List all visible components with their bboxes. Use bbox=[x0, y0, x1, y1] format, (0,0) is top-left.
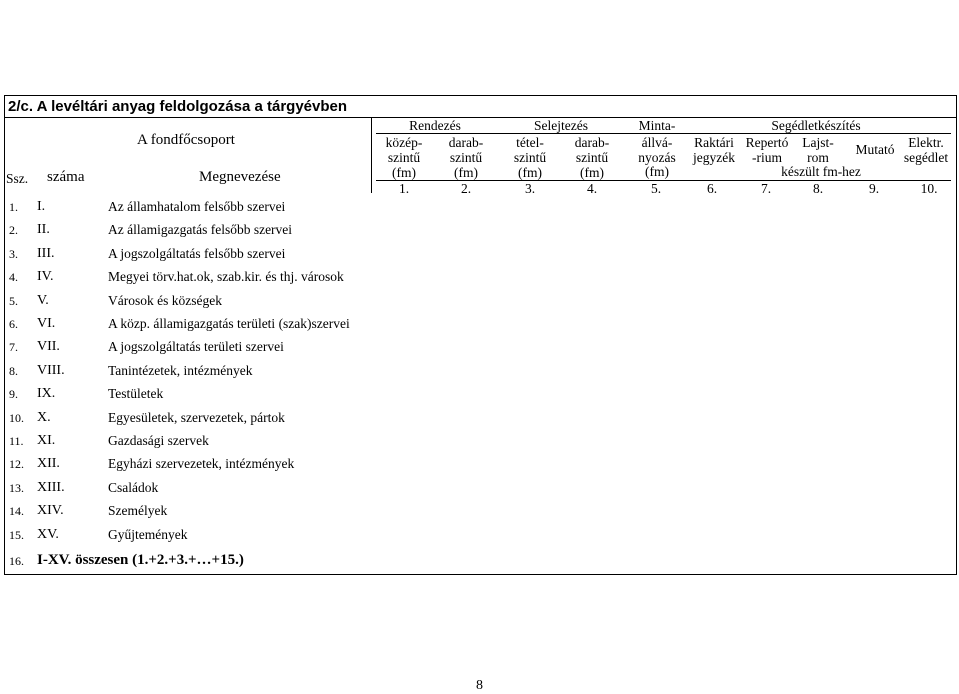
row-roman-numeral: VIII. bbox=[37, 362, 65, 378]
row-name: Tanintézetek, intézmények bbox=[108, 362, 253, 378]
szama-label: száma bbox=[47, 169, 85, 185]
total-row-label: I-XV. összesen (1.+2.+3.+…+15.) bbox=[37, 552, 244, 568]
row-name: Megyei törv.hat.ok, szab.kir. és thj. városok bbox=[108, 269, 344, 285]
row-number: 8. bbox=[9, 363, 18, 378]
lajstrom-line1: Lajst- bbox=[802, 135, 834, 150]
row-name: Gazdasági szervek bbox=[108, 433, 209, 448]
row-roman-numeral: IX. bbox=[37, 386, 56, 402]
row-number: 10. bbox=[9, 410, 24, 425]
megnevezese-label: Megnevezése bbox=[199, 169, 281, 185]
subcol-4-l2: szintű bbox=[575, 150, 609, 165]
row-roman-numeral: XII. bbox=[37, 456, 60, 472]
row-name: Testületek bbox=[108, 386, 164, 402]
minta-line2: állvá- bbox=[641, 135, 673, 150]
row-roman-numeral: XIV. bbox=[37, 503, 64, 519]
elektr-line2: segédlet bbox=[903, 150, 949, 165]
subcol-2-l3: (fm) bbox=[454, 165, 478, 180]
elektr-line1: Elektr. bbox=[908, 135, 944, 150]
row-name: A jogszolgáltatás területi szervei bbox=[108, 339, 284, 355]
raktari-line2: jegyzék bbox=[693, 150, 735, 165]
row-number: 4. bbox=[9, 270, 18, 285]
row-roman-numeral: X. bbox=[37, 409, 51, 425]
row-number: 1. bbox=[9, 200, 18, 214]
subcol-2-l1: darab- bbox=[448, 135, 484, 150]
mutato-label: Mutató bbox=[855, 142, 895, 157]
group-underline bbox=[376, 133, 951, 134]
raktari-line1: Raktári bbox=[694, 135, 734, 150]
column-number: 4. bbox=[586, 181, 598, 196]
row-name: Városok és községek bbox=[108, 292, 222, 308]
segedletkeszites-header: Segédletkészítés bbox=[771, 118, 861, 133]
row-number: 6. bbox=[9, 317, 18, 331]
column-number: 3. bbox=[524, 181, 536, 196]
subcol-4-l3: (fm) bbox=[580, 165, 604, 180]
row-name: Az államhatalom felsőbb szervei bbox=[108, 199, 286, 214]
column-number: 2. bbox=[460, 181, 472, 196]
column-number: 7. bbox=[760, 181, 772, 196]
fondfocsoport-label: A fondfőcsoport bbox=[137, 132, 235, 148]
reperto-line1: Repertó bbox=[745, 135, 789, 150]
row-name: Az államigazgatás felsőbb szervei bbox=[108, 222, 293, 238]
row-number: 7. bbox=[9, 340, 18, 355]
subcol-3-l2: szintű bbox=[513, 150, 547, 165]
row-roman-numeral: I. bbox=[37, 199, 46, 214]
col-divider bbox=[956, 117, 957, 193]
subcol-1-l2: szintű bbox=[387, 150, 421, 165]
column-number: 1. bbox=[398, 181, 410, 196]
subcol-3-l1: tétel- bbox=[516, 135, 544, 150]
reperto-line2: -rium bbox=[752, 150, 782, 165]
row-roman-numeral: II. bbox=[37, 222, 50, 238]
row-number: 5. bbox=[9, 293, 18, 308]
row-name: Családok bbox=[108, 479, 159, 495]
column-number: 9. bbox=[868, 181, 880, 196]
row-roman-numeral: XV. bbox=[37, 526, 59, 542]
minta-line1: Minta- bbox=[638, 118, 676, 133]
rendezes-header: Rendezés bbox=[409, 118, 461, 133]
row-name: Személyek bbox=[108, 503, 168, 519]
row-roman-numeral: XIII. bbox=[37, 479, 65, 495]
row-roman-numeral: III. bbox=[37, 245, 55, 261]
row-number: 14. bbox=[9, 504, 24, 519]
row-name: Egyesületek, szervezetek, pártok bbox=[108, 409, 285, 425]
row-number: 11. bbox=[9, 434, 24, 448]
total-row-number: 16. bbox=[9, 554, 24, 568]
row-number: 15. bbox=[9, 527, 24, 542]
row-number: 12. bbox=[9, 457, 24, 472]
subcol-1-l1: közép- bbox=[385, 135, 423, 150]
row-name: A közp. államigazgatás területi (szak)szervei bbox=[108, 316, 350, 331]
page-number: 8 bbox=[476, 678, 483, 693]
row-number: 9. bbox=[9, 387, 18, 402]
column-number: 8. bbox=[812, 181, 824, 196]
row-number: 13. bbox=[9, 480, 24, 495]
column-number: 6. bbox=[706, 181, 718, 196]
keszult-label: készült fm-hez bbox=[781, 164, 861, 179]
column-number: 10. bbox=[920, 181, 938, 196]
table-title: 2/c. A levéltári anyag feldolgozása a tárgyévben bbox=[8, 98, 348, 115]
minta-line4: (fm) bbox=[645, 164, 669, 179]
ssz-label: Ssz. bbox=[6, 171, 29, 186]
row-number: 3. bbox=[9, 246, 18, 261]
row-name: Egyházi szervezetek, intézmények bbox=[108, 456, 295, 472]
lajstrom-line2: rom bbox=[807, 150, 829, 165]
column-number: 5. bbox=[650, 181, 662, 196]
row-roman-numeral: V. bbox=[37, 292, 49, 308]
row-name: A jogszolgáltatás felsőbb szervei bbox=[108, 245, 286, 261]
row-roman-numeral: IV. bbox=[37, 269, 54, 285]
selejtezes-header: Selejtezés bbox=[534, 118, 588, 133]
minta-line3: nyozás bbox=[638, 150, 676, 165]
subcol-1-l3: (fm) bbox=[392, 165, 416, 180]
row-roman-numeral: XI. bbox=[37, 433, 56, 448]
row-name: Gyűjtemények bbox=[108, 526, 188, 542]
subcol-2-l2: szintű bbox=[449, 150, 483, 165]
subcol-3-l3: (fm) bbox=[518, 165, 542, 180]
subcol-4-l1: darab- bbox=[574, 135, 610, 150]
row-number: 2. bbox=[9, 223, 18, 238]
row-roman-numeral: VII. bbox=[37, 339, 60, 355]
row-roman-numeral: VI. bbox=[37, 316, 56, 331]
